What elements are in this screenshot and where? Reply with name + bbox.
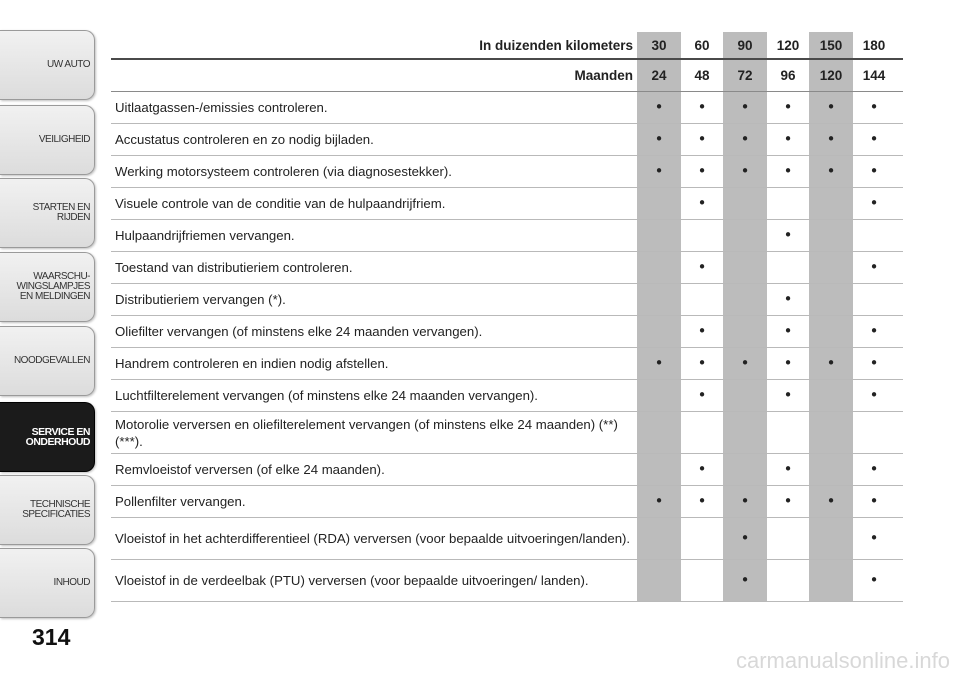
service-dot: • bbox=[697, 162, 707, 180]
service-dot: • bbox=[740, 98, 750, 116]
tab-starten-en-rijden[interactable] bbox=[0, 178, 95, 248]
schedule-cell bbox=[637, 284, 681, 315]
row-label: Luchtfilterelement vervangen (of minstens elke 24 maanden vervangen). bbox=[115, 388, 538, 403]
schedule-cell bbox=[723, 220, 767, 251]
schedule-cell bbox=[767, 220, 809, 251]
schedule-cell bbox=[637, 188, 681, 219]
table-row bbox=[111, 156, 903, 188]
table-row bbox=[111, 560, 903, 602]
schedule-cell bbox=[681, 316, 723, 347]
service-dot: • bbox=[654, 98, 664, 116]
schedule-cell bbox=[681, 348, 723, 379]
schedule-cell bbox=[723, 156, 767, 187]
service-dot: • bbox=[826, 492, 836, 510]
schedule-cell bbox=[853, 220, 895, 251]
schedule-cell bbox=[723, 380, 767, 411]
tab-veiligheid[interactable] bbox=[0, 105, 95, 175]
table-row bbox=[111, 316, 903, 348]
service-dot: • bbox=[740, 130, 750, 148]
schedule-cell bbox=[637, 92, 681, 123]
schedule-cell bbox=[681, 188, 723, 219]
tab-technische-specificaties[interactable] bbox=[0, 475, 95, 545]
service-dot: • bbox=[697, 460, 707, 478]
schedule-cell bbox=[853, 560, 895, 601]
schedule-cell bbox=[853, 316, 895, 347]
schedule-cell bbox=[723, 412, 767, 453]
schedule-cell bbox=[767, 454, 809, 485]
service-dot: • bbox=[783, 386, 793, 404]
km-value-4: 150 bbox=[809, 32, 853, 58]
schedule-cell bbox=[809, 124, 853, 155]
service-dot: • bbox=[783, 354, 793, 372]
service-dot: • bbox=[826, 162, 836, 180]
schedule-cell bbox=[853, 156, 895, 187]
tab-inhoud[interactable] bbox=[0, 548, 95, 618]
schedule-cell bbox=[723, 486, 767, 517]
schedule-cell bbox=[637, 156, 681, 187]
schedule-cell bbox=[637, 348, 681, 379]
service-dot: • bbox=[783, 492, 793, 510]
month-value-0: 24 bbox=[637, 60, 681, 91]
schedule-cell bbox=[809, 454, 853, 485]
schedule-cell bbox=[767, 316, 809, 347]
service-dot: • bbox=[697, 258, 707, 276]
row-label: Toestand van distributieriem controleren. bbox=[115, 260, 353, 275]
table-row bbox=[111, 252, 903, 284]
watermark: carmanualsonline.info bbox=[735, 648, 950, 673]
table-row bbox=[111, 92, 903, 124]
service-dot: • bbox=[826, 354, 836, 372]
schedule-cell bbox=[767, 284, 809, 315]
table-row bbox=[111, 380, 903, 412]
service-dot: • bbox=[826, 98, 836, 116]
service-dot: • bbox=[869, 162, 879, 180]
row-label: Vloeistof in het achterdifferentieel (RDA) verversen (voor bepaalde uitvoeringen/landen). bbox=[115, 531, 631, 546]
schedule-cell bbox=[853, 284, 895, 315]
header-row-km bbox=[111, 32, 903, 60]
tab-label: STARTEN EN RIJDEN bbox=[32, 202, 90, 223]
schedule-cell bbox=[723, 454, 767, 485]
row-label: Uitlaatgassen-/emissies controleren. bbox=[115, 100, 328, 115]
schedule-cell bbox=[853, 92, 895, 123]
schedule-cell bbox=[809, 518, 853, 559]
row-label: Motorolie verversen en oliefilterelement vervangen (of minstens elke 24 maanden) (**) (***). bbox=[115, 416, 618, 449]
page-number: 314 bbox=[32, 624, 71, 650]
service-dot: • bbox=[697, 130, 707, 148]
service-dot: • bbox=[740, 354, 750, 372]
schedule-cell bbox=[809, 92, 853, 123]
schedule-cell bbox=[637, 560, 681, 601]
month-value-1: 48 bbox=[681, 60, 723, 91]
schedule-cell bbox=[853, 412, 895, 453]
schedule-cell bbox=[681, 252, 723, 283]
schedule-cell bbox=[767, 560, 809, 601]
tab-label: UW AUTO bbox=[47, 59, 90, 70]
schedule-cell bbox=[681, 486, 723, 517]
service-dot: • bbox=[697, 386, 707, 404]
service-dot: • bbox=[697, 194, 707, 212]
schedule-cell bbox=[809, 380, 853, 411]
service-dot: • bbox=[869, 130, 879, 148]
schedule-cell bbox=[681, 124, 723, 155]
month-value-5: 144 bbox=[853, 60, 895, 91]
schedule-cell bbox=[853, 380, 895, 411]
schedule-cell bbox=[637, 380, 681, 411]
tab-label: VEILIGHEID bbox=[38, 134, 90, 145]
schedule-cell bbox=[809, 348, 853, 379]
schedule-cell bbox=[767, 412, 809, 453]
service-dot: • bbox=[869, 529, 879, 547]
schedule-cell bbox=[767, 380, 809, 411]
table-row bbox=[111, 348, 903, 380]
row-label: Hulpaandrijfriemen vervangen. bbox=[115, 228, 295, 243]
schedule-cell bbox=[853, 486, 895, 517]
schedule-cell bbox=[637, 316, 681, 347]
service-dot: • bbox=[740, 492, 750, 510]
schedule-cell bbox=[767, 518, 809, 559]
service-dot: • bbox=[826, 130, 836, 148]
schedule-cell bbox=[809, 188, 853, 219]
schedule-cell bbox=[767, 156, 809, 187]
service-dot: • bbox=[869, 322, 879, 340]
month-value-3: 96 bbox=[767, 60, 809, 91]
km-value-2: 90 bbox=[723, 32, 767, 58]
schedule-cell bbox=[809, 316, 853, 347]
service-dot: • bbox=[697, 98, 707, 116]
schedule-cell bbox=[681, 412, 723, 453]
schedule-cell bbox=[637, 518, 681, 559]
schedule-cell bbox=[637, 486, 681, 517]
service-dot: • bbox=[654, 130, 664, 148]
service-dot: • bbox=[697, 322, 707, 340]
schedule-cell bbox=[853, 454, 895, 485]
month-value-2: 72 bbox=[723, 60, 767, 91]
row-label: Remvloeistof verversen (of elke 24 maanden). bbox=[115, 462, 385, 477]
tab-uw-auto[interactable] bbox=[0, 30, 95, 100]
service-dot: • bbox=[869, 354, 879, 372]
schedule-cell bbox=[637, 124, 681, 155]
tab-label: NOODGEVALLEN bbox=[13, 355, 90, 366]
schedule-cell bbox=[681, 454, 723, 485]
table-row bbox=[111, 412, 903, 454]
table-row bbox=[111, 454, 903, 486]
km-value-0: 30 bbox=[637, 32, 681, 58]
table-row bbox=[111, 486, 903, 518]
tab-noodgevallen[interactable] bbox=[0, 326, 95, 396]
schedule-cell bbox=[809, 156, 853, 187]
schedule-cell bbox=[767, 124, 809, 155]
row-label: Oliefilter vervangen (of minstens elke 24 maanden vervangen). bbox=[115, 324, 483, 339]
table-row bbox=[111, 188, 903, 220]
schedule-cell bbox=[809, 284, 853, 315]
service-dot: • bbox=[740, 162, 750, 180]
schedule-cell bbox=[681, 518, 723, 559]
schedule-cell bbox=[767, 252, 809, 283]
schedule-cell bbox=[767, 188, 809, 219]
row-label: Accustatus controleren en zo nodig bijladen. bbox=[115, 132, 374, 147]
header-months-label: Maanden bbox=[574, 68, 633, 83]
service-dot: • bbox=[654, 354, 664, 372]
tab-label: TECHNISCHE SPECIFICATIES bbox=[22, 499, 90, 520]
row-label: Distributieriem vervangen (*). bbox=[115, 292, 286, 307]
tab-label: SERVICE EN ONDERHOUD bbox=[25, 426, 90, 448]
schedule-cell bbox=[809, 486, 853, 517]
schedule-cell bbox=[809, 220, 853, 251]
schedule-cell bbox=[853, 188, 895, 219]
row-label: Handrem controleren en indien nodig afstellen. bbox=[115, 356, 389, 371]
service-dot: • bbox=[697, 492, 707, 510]
row-label: Pollenfilter vervangen. bbox=[115, 494, 246, 509]
schedule-cell bbox=[723, 316, 767, 347]
table-row bbox=[111, 518, 903, 560]
schedule-cell bbox=[637, 220, 681, 251]
tab-waarschuwingslampjes[interactable] bbox=[0, 252, 95, 322]
service-dot: • bbox=[869, 194, 879, 212]
table-row bbox=[111, 220, 903, 252]
schedule-cell bbox=[723, 92, 767, 123]
schedule-cell bbox=[767, 486, 809, 517]
km-value-3: 120 bbox=[767, 32, 809, 58]
service-dot: • bbox=[740, 529, 750, 547]
schedule-cell bbox=[767, 348, 809, 379]
schedule-cell bbox=[809, 560, 853, 601]
service-dot: • bbox=[869, 98, 879, 116]
schedule-cell bbox=[681, 220, 723, 251]
row-label: Werking motorsysteem controleren (via diagnosestekker). bbox=[115, 164, 452, 179]
service-dot: • bbox=[740, 571, 750, 589]
service-dot: • bbox=[697, 354, 707, 372]
service-dot: • bbox=[783, 460, 793, 478]
maintenance-schedule-table bbox=[111, 32, 903, 602]
service-dot: • bbox=[783, 290, 793, 308]
row-label: Visuele controle van de conditie van de hulpaandrijfriem. bbox=[115, 196, 446, 211]
service-dot: • bbox=[783, 98, 793, 116]
schedule-cell bbox=[767, 92, 809, 123]
tab-label: INHOUD bbox=[53, 577, 90, 588]
schedule-cell bbox=[723, 284, 767, 315]
schedule-cell bbox=[723, 348, 767, 379]
km-value-5: 180 bbox=[853, 32, 895, 58]
schedule-cell bbox=[681, 560, 723, 601]
schedule-cell bbox=[637, 412, 681, 453]
header-row-months bbox=[111, 60, 903, 92]
tab-service-en-onderhoud[interactable] bbox=[0, 402, 95, 472]
service-dot: • bbox=[654, 162, 664, 180]
service-dot: • bbox=[869, 571, 879, 589]
schedule-cell bbox=[853, 124, 895, 155]
service-dot: • bbox=[783, 130, 793, 148]
schedule-cell bbox=[723, 560, 767, 601]
table-row bbox=[111, 124, 903, 156]
row-label: Vloeistof in de verdeelbak (PTU) verversen (voor bepaalde uitvoeringen/ landen). bbox=[115, 573, 589, 588]
schedule-cell bbox=[853, 348, 895, 379]
service-dot: • bbox=[783, 226, 793, 244]
service-dot: • bbox=[869, 386, 879, 404]
schedule-cell bbox=[853, 252, 895, 283]
schedule-cell bbox=[809, 252, 853, 283]
month-value-4: 120 bbox=[809, 60, 853, 91]
tab-label: WAARSCHU- WINGSLAMPJES EN MELDINGEN bbox=[16, 271, 90, 302]
schedule-cell bbox=[637, 252, 681, 283]
service-dot: • bbox=[869, 258, 879, 276]
schedule-cell bbox=[723, 124, 767, 155]
schedule-cell bbox=[681, 284, 723, 315]
table-row bbox=[111, 284, 903, 316]
schedule-cell bbox=[681, 92, 723, 123]
km-value-1: 60 bbox=[681, 32, 723, 58]
service-dot: • bbox=[869, 492, 879, 510]
schedule-cell bbox=[723, 188, 767, 219]
schedule-cell bbox=[723, 252, 767, 283]
schedule-cell bbox=[853, 518, 895, 559]
schedule-cell bbox=[681, 380, 723, 411]
service-dot: • bbox=[869, 460, 879, 478]
schedule-cell bbox=[809, 412, 853, 453]
header-km-label: In duizenden kilometers bbox=[479, 37, 633, 53]
service-dot: • bbox=[654, 492, 664, 510]
schedule-cell bbox=[723, 518, 767, 559]
schedule-cell bbox=[637, 454, 681, 485]
schedule-cell bbox=[681, 156, 723, 187]
service-dot: • bbox=[783, 322, 793, 340]
service-dot: • bbox=[783, 162, 793, 180]
